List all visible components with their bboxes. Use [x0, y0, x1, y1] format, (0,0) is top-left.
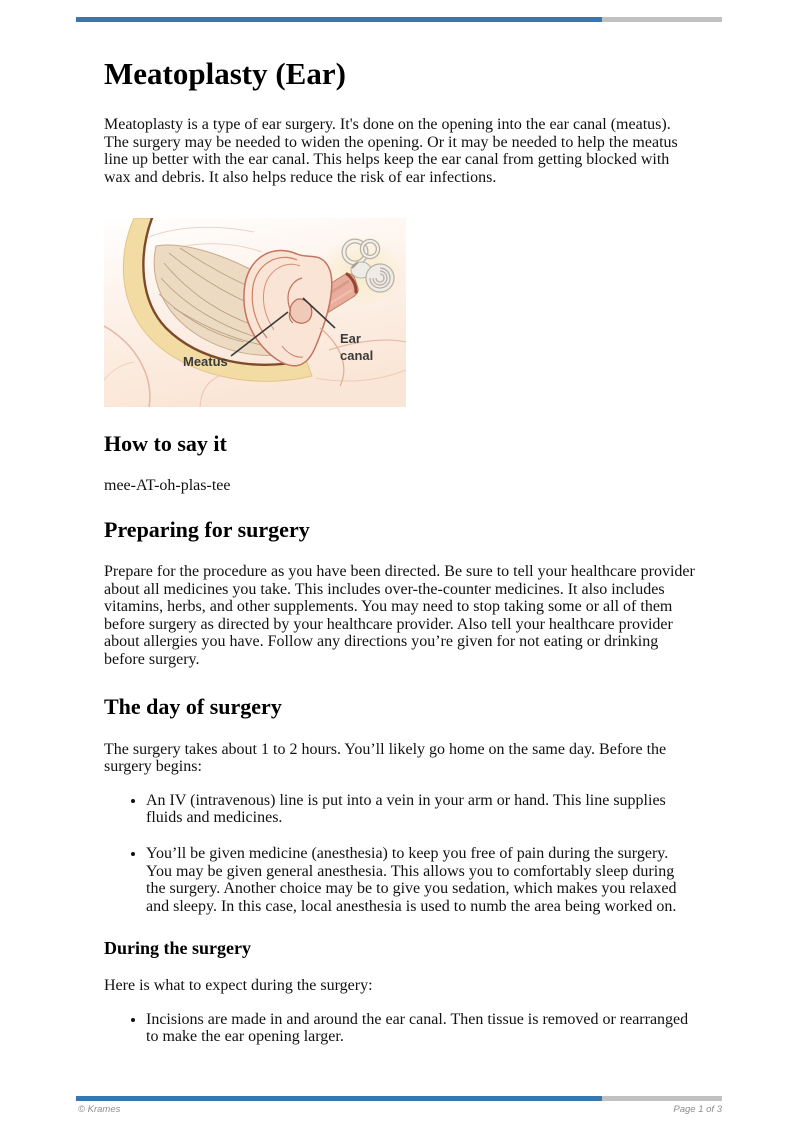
heading-how-to-say-it: How to say it	[104, 431, 227, 457]
document-body	[104, 0, 696, 1046]
footer-page-number: Page 1 of 3	[673, 1104, 722, 1115]
bullet-incisions: • Incisions are made in and around the ear canal. Then tissue is removed or rearranged to make the ear opening larger.	[146, 1011, 696, 1046]
bullet-iv-line: • An IV (intravenous) line is put into a vein in your arm or hand. This line supplies fluids and medicines.	[146, 792, 696, 827]
heading-day-of-surgery: The day of surgery	[104, 693, 282, 719]
preparing-paragraph: Prepare for the procedure as you have been directed. Be sure to tell your healthcare provider about all medicines you take. This includes over-the-counter medicines. It also includes vitamins, herbs, and other supplements. You may need to stop taking some or all of them before surgery as directed by your healthcare provider. Also tell your healthcare provider about allergies you have. Follow any directions you’re given for not eating or drinking before surgery.	[104, 562, 695, 668]
page-title: Meatoplasty (Ear)	[104, 56, 346, 91]
intro-paragraph: Meatoplasty is a type of ear surgery. It's done on the opening into the ear canal (meatus). The surgery may be needed to widen the opening. Or it may be needed to help the meatus line up better with the ear canal. This helps keep the ear canal from getting blocked with wax and debris. It also helps reduce the risk of ear infections.	[104, 116, 678, 186]
day-of-surgery-paragraph: The surgery takes about 1 to 2 hours. You’ll likely go home on the same day. Before the surgery begins:	[104, 740, 667, 776]
pronunciation-text: mee-AT-oh-plas-tee	[104, 477, 231, 495]
during-surgery-paragraph: Here is what to expect during the surgery:	[104, 977, 373, 995]
heading-preparing-for-surgery: Preparing for surgery	[104, 516, 310, 542]
meatus-label: Meatus	[183, 354, 228, 370]
heading-during-the-surgery: During the surgery	[104, 938, 251, 959]
during-surgery-bullet-list	[104, 1011, 696, 1046]
footer	[78, 1104, 722, 1115]
footer-accent-bar	[76, 1096, 722, 1101]
footer-accent-bar-gray	[602, 1096, 722, 1101]
bullet-anesthesia: • You’ll be given medicine (anesthesia) to keep you free of pain during the surgery. You may be given general anesthesia. This allows you to comfortably sleep during the surgery. Another choice may be to give you sedation, which makes you relaxed and sleepy. In this case, local anesthesia is used to numb the area being worked on.	[146, 845, 696, 915]
ear-canal-label-line2: canal	[340, 348, 374, 364]
ear-illustration	[104, 218, 406, 407]
ear-canal-label-line1: Ear	[340, 331, 361, 347]
ear-anatomy-figure	[104, 218, 406, 407]
footer-accent-bar-blue	[76, 1096, 602, 1101]
footer-copyright: © Krames	[78, 1104, 121, 1115]
day-of-surgery-bullet-list	[104, 792, 696, 916]
